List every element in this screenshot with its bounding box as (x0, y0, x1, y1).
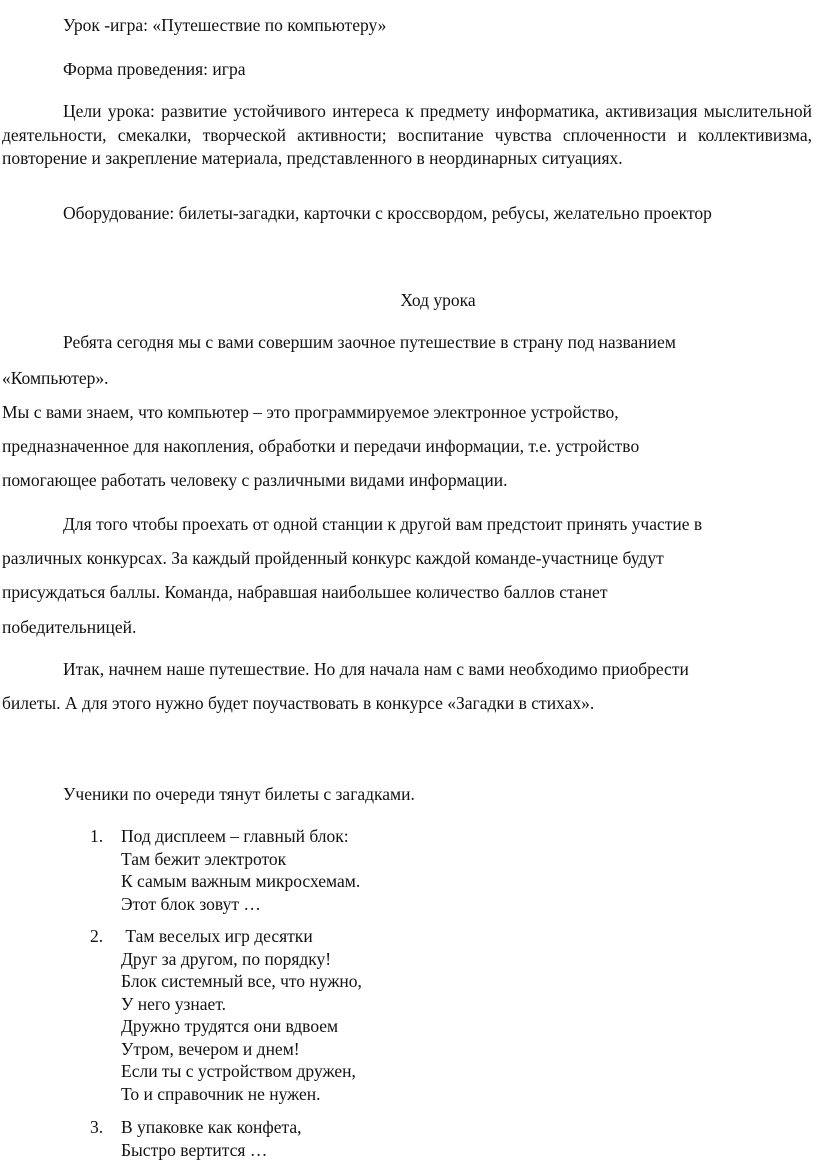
verse-line: Быстро вертится … (121, 1139, 268, 1160)
riddle-number: 1. (90, 826, 104, 846)
riddle-verse (121, 925, 362, 1105)
goals-text: Цели урока: развитие устойчивого интереса к предмету информатика, активизация мыслительной деятельности, смекалки, творческой активности; воспитание чувства сплоченности и коллективизма, повторение и закрепление материала, представленного в неординарных ситуациях. (2, 101, 812, 168)
verse-line: В упаковке как конфета, (121, 1117, 302, 1137)
verse-line: Утром, вечером и днем! (121, 1038, 300, 1059)
paragraph-line: предназначенное для накопления, обработки и передачи информации, т.е. устройство (2, 436, 640, 456)
verse-line: Дружно трудятся они вдвоем (121, 1016, 339, 1036)
lesson-form: Форма проведения: игра (63, 59, 246, 79)
verse-line: Там бежит электроток (121, 848, 287, 869)
verse-line: Если ты с устройством дружен, (121, 1061, 356, 1081)
verse-line: То и справочник не нужен. (121, 1083, 321, 1104)
verse-line: К самым важным микросхемам. (121, 871, 361, 891)
paragraph-line: Мы с вами знаем, что компьютер – это программируемое электронное устройство, (2, 402, 619, 422)
riddle-number: 2. (90, 926, 104, 946)
riddle-verse (121, 825, 360, 915)
goals-paragraph (2, 100, 812, 171)
verse-line: Друг за другом, по порядку! (121, 948, 332, 969)
verse-line: Под дисплеем – главный блок: (121, 826, 349, 846)
equipment-line: Оборудование: билеты-загадки, карточки с кроссвордом, ребусы, желательно проектор (63, 203, 712, 223)
paragraph-line: различных конкурсах. За каждый пройденный конкурс каждой команде-участнице будут (2, 548, 664, 568)
lesson-title: Урок -игра: «Путешествие по компьютеру» (63, 15, 387, 35)
section-title: Ход урока (400, 290, 476, 310)
paragraph-line: «Компьютер». (2, 368, 109, 388)
paragraph-line: Для того чтобы проехать от одной станции к другой вам предстоит принять участие в (63, 514, 703, 534)
paragraph-line: Итак, начнем наше путешествие. Но для начала нам с вами необходимо приобрести (63, 659, 689, 679)
verse-line: Там веселых игр десятки (121, 926, 313, 946)
paragraph-line: билеты. А для этого нужно будет поучаствовать в конкурсе «Загадки в стихах». (2, 693, 595, 713)
paragraph-line: победительницей. (2, 617, 137, 637)
paragraph-line: помогающее работать человеку с различными видами информации. (2, 470, 508, 490)
paragraph-line: Ребята сегодня мы с вами совершим заочное путешествие в страну под названием (63, 332, 676, 352)
verse-line: Блок системный все, что нужно, (121, 971, 362, 991)
verse-line: У него узнает. (121, 993, 227, 1014)
riddle-number: 3. (90, 1117, 104, 1137)
paragraph-line: присуждаться баллы. Команда, набравшая наибольшее количество баллов станет (2, 582, 608, 602)
riddle-verse (121, 1116, 302, 1161)
verse-line: Этот блок зовут … (121, 893, 261, 914)
paragraph-line: Ученики по очереди тянут билеты с загадками. (63, 784, 415, 804)
